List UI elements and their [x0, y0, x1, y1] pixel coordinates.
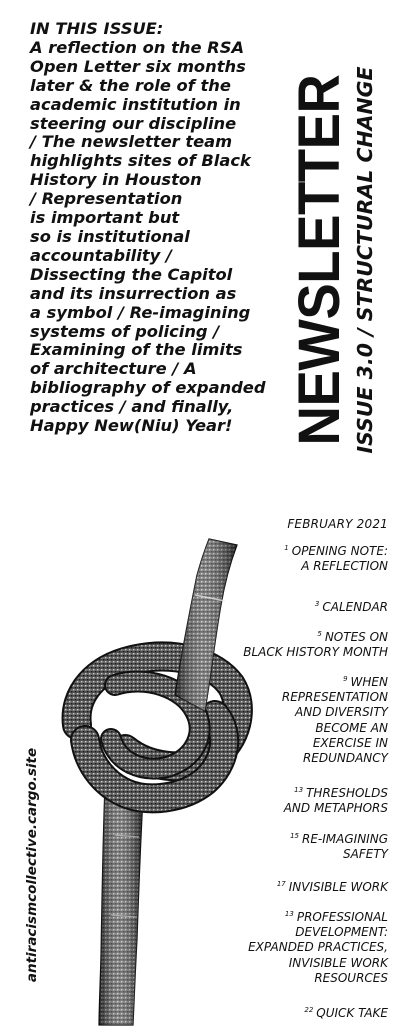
intro-line: Examining of the limits — [30, 340, 243, 360]
intro-line: History in Houston — [30, 170, 202, 190]
toc-entry-title: RESOURCES — [314, 970, 388, 985]
toc-page-number: 22 — [304, 1006, 314, 1014]
intro-line: Dissecting the Capitol — [30, 264, 233, 284]
toc-entry-title: PROFESSIONAL — [296, 910, 388, 924]
intro-line: and its insurrection as — [30, 283, 237, 303]
toc-entry-title: OPENING NOTE: — [291, 544, 388, 558]
intro-line: bibliography of expanded — [30, 378, 266, 398]
intro-line: IN THIS ISSUE: — [30, 19, 164, 38]
toc-entry-title: WHEN — [350, 675, 388, 689]
intro-line: highlights sites of Black — [30, 151, 251, 171]
toc-page-number: 17 — [276, 880, 286, 888]
intro-line: later & the role of the — [30, 75, 231, 95]
toc-entry-title: AND METAPHORS — [283, 801, 388, 816]
toc-page-number: 3 — [314, 600, 320, 608]
knotted-beam-sculpture-image — [55, 535, 265, 1030]
toc-page-number: 13 — [284, 910, 294, 918]
toc-entry-title: QUICK TAKE — [316, 1006, 388, 1020]
issue-date: FEBRUARY 2021 — [287, 517, 388, 531]
intro-line: / Representation — [30, 189, 183, 209]
toc-entry-title: EXPANDED PRACTICES, — [248, 940, 388, 955]
toc-entry-title: EXERCISE IN — [312, 735, 388, 750]
intro-line: Happy New(Niu) Year! — [30, 416, 233, 436]
website-url: antiracismcollective.cargo.site — [24, 747, 40, 983]
intro-line: practices / and finally, — [30, 397, 234, 417]
intro-line: / The newsletter team — [30, 132, 233, 152]
sculpture-body — [77, 539, 238, 1025]
intro-text — [30, 20, 265, 436]
newsletter-title: NEWSLETTER — [287, 74, 352, 446]
toc-entry-title: INVISIBLE WORK — [288, 880, 388, 894]
intro-line: so is institutional — [30, 226, 190, 246]
intro-line: systems of policing / — [30, 321, 220, 341]
intro-line: A reflection on the RSA — [30, 37, 245, 57]
toc-entry-title: SAFETY — [343, 847, 388, 862]
toc-entry-title: BECOME AN — [315, 720, 388, 735]
intro-line: a symbol / Re-imagining — [30, 302, 251, 322]
toc-entry-title: THRESHOLDS — [306, 786, 388, 800]
toc-entry-title: DEVELOPMENT: — [295, 925, 388, 940]
intro-line: steering our discipline — [30, 113, 237, 133]
intro-line: Open Letter six months — [30, 56, 246, 76]
toc-entry-title: AND DIVERSITY — [295, 705, 388, 720]
toc-entry-title: A REFLECTION — [301, 559, 388, 574]
toc-entry-title: INVISIBLE WORK — [288, 955, 388, 970]
toc-page-number: 13 — [294, 786, 304, 794]
toc-entry-title: RE-IMAGINING — [302, 832, 388, 846]
toc-entry-title: NOTES ON — [324, 630, 388, 644]
intro-line: is important but — [30, 208, 180, 228]
toc-entry-title: CALENDAR — [322, 600, 388, 614]
toc-page-number: 5 — [317, 630, 322, 638]
intro-line: accountability / — [30, 245, 172, 265]
toc-entry-title: BLACK HISTORY MONTH — [243, 645, 388, 660]
toc-page-number: 1 — [284, 544, 289, 552]
toc-entry-title: REPRESENTATION — [281, 690, 388, 705]
intro-line: academic institution in — [30, 94, 241, 114]
toc-page-number: 15 — [290, 832, 300, 840]
toc-entry-title: REDUNDANCY — [302, 751, 388, 766]
toc-page-number: 9 — [343, 675, 348, 683]
intro-line: of architecture / A — [30, 359, 197, 379]
issue-subtitle: ISSUE 3.0 / STRUCTURAL CHANGE — [353, 66, 377, 454]
